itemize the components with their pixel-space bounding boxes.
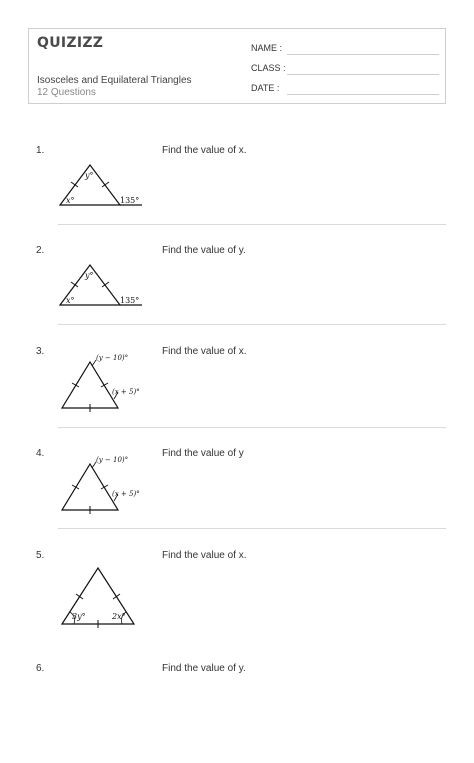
exterior-angle-label: 135° xyxy=(120,296,140,305)
name-field[interactable] xyxy=(251,41,439,55)
angle-label-x: x° xyxy=(66,296,75,305)
question-text: Find the value of y xyxy=(162,448,244,459)
worksheet-header xyxy=(28,28,446,104)
divider xyxy=(58,528,446,529)
question-text: Find the value of y. xyxy=(162,245,246,256)
divider xyxy=(58,224,446,225)
name-line xyxy=(287,54,439,55)
equilateral-triangle-figure xyxy=(52,350,152,412)
question-5 xyxy=(0,550,474,650)
divider xyxy=(58,427,446,428)
question-1 xyxy=(0,145,474,245)
class-field[interactable] xyxy=(251,61,439,75)
isosceles-triangle-figure xyxy=(52,149,152,211)
question-4 xyxy=(0,448,474,548)
question-number: 3. xyxy=(36,346,45,357)
date-line xyxy=(287,94,439,95)
name-label: NAME : xyxy=(251,43,283,53)
question-count: 12 Questions xyxy=(37,87,96,98)
exterior-angle-label: 135° xyxy=(120,196,140,205)
angle-label-left: 3y° xyxy=(72,612,86,621)
angle-label-y: y° xyxy=(85,271,94,280)
angle-label-right: (x + 5)° xyxy=(112,490,140,498)
worksheet-title: Isosceles and Equilateral Triangles xyxy=(37,75,192,86)
question-number: 6. xyxy=(36,663,45,674)
angle-label-right: 2x° xyxy=(112,612,126,621)
class-line xyxy=(287,74,439,75)
question-number: 4. xyxy=(36,448,45,459)
question-number: 2. xyxy=(36,245,45,256)
angle-label-right: (x + 5)° xyxy=(112,388,140,396)
class-label: CLASS : xyxy=(251,63,286,73)
divider xyxy=(58,324,446,325)
question-text: Find the value of x. xyxy=(162,346,247,357)
question-2 xyxy=(0,245,474,345)
date-label: DATE : xyxy=(251,83,280,93)
question-6 xyxy=(0,663,474,763)
question-text: Find the value of x. xyxy=(162,145,247,156)
angle-label-y: y° xyxy=(85,171,94,180)
equilateral-triangle-figure xyxy=(52,554,152,628)
quizizz-logo: QUIZIZZ xyxy=(37,35,104,51)
angle-label-top: (y − 10)° xyxy=(96,456,129,464)
angle-label-top: (y − 10)° xyxy=(96,354,129,362)
question-number: 5. xyxy=(36,550,45,561)
question-text: Find the value of x. xyxy=(162,550,247,561)
equilateral-triangle-figure xyxy=(52,452,152,514)
question-3 xyxy=(0,346,474,446)
date-field[interactable] xyxy=(251,81,439,95)
question-number: 1. xyxy=(36,145,45,156)
angle-label-x: x° xyxy=(66,196,75,205)
isosceles-triangle-figure xyxy=(52,249,152,311)
question-text: Find the value of y. xyxy=(162,663,246,674)
